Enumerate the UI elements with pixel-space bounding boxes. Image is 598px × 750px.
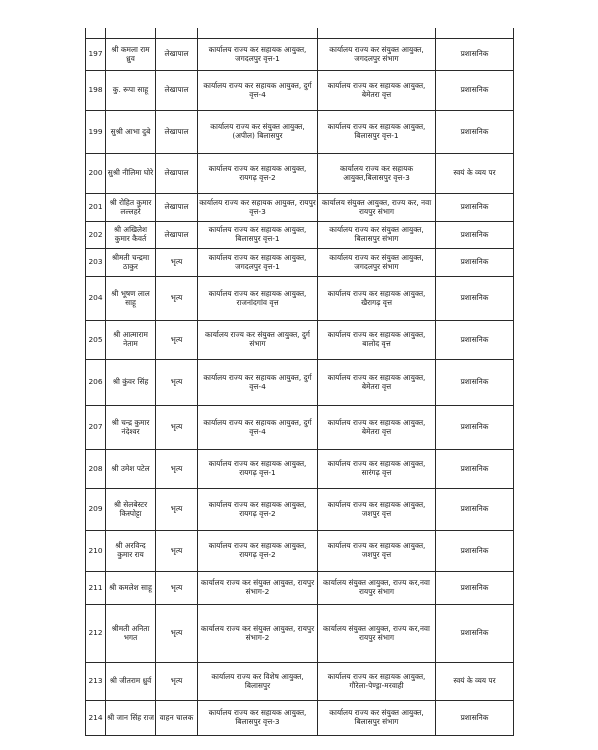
designation-cell: लेखापाल [156,39,198,71]
transfer-office-cell: कार्यालय राज्य कर सहायक आयुक्त, बालोद वृत्त [318,321,436,360]
table-row [86,222,514,249]
designation-cell: भृत्य [156,360,198,406]
designation-cell: भृत्य [156,572,198,605]
transfer-type-cell: प्रशासनिक [436,249,514,277]
serial-number-cell: 208 [86,450,106,489]
transfer-office-cell: कार्यालय राज्य कर संयुक्त आयुक्त, जगदलपुर संभाग [318,39,436,71]
current-office-cell: कार्यालय राज्य कर संयुक्त आयुक्त, रायपुर संभाग-2 [198,572,318,605]
employee-name-cell: श्रीमती अनिता भगत [106,605,156,663]
current-office-cell: कार्यालय राज्य कर सहायक आयुक्त, रायगढ़ वृत्त-1 [198,450,318,489]
serial-number-cell: 206 [86,360,106,406]
current-office-cell: कार्यालय राज्य कर सहायक आयुक्त, दुर्ग वृत्त-4 [198,71,318,111]
serial-number-cell: 211 [86,572,106,605]
designation-cell: भृत्य [156,531,198,572]
current-office-cell: कार्यालय राज्य कर सहायक आयुक्त, रायगढ़ वृत्त-2 [198,531,318,572]
transfer-type-cell: प्रशासनिक [436,701,514,736]
serial-number-cell: 204 [86,277,106,321]
transfer-type-cell: स्वयं के व्यय पर [436,154,514,194]
table-top-edge [86,28,514,39]
transfer-office-cell: कार्यालय राज्य कर सहायक आयुक्त, बिलासपुर वृत्त-1 [318,111,436,154]
transfer-office-cell: कार्यालय राज्य कर सहायक आयुक्त, सारंगढ़ वृत्त [318,450,436,489]
serial-number-cell: 203 [86,249,106,277]
designation-cell: भृत्य [156,450,198,489]
serial-number-cell: 209 [86,489,106,531]
current-office-cell: कार्यालय राज्य कर सहायक आयुक्त, रायगढ़ वृत्त-2 [198,489,318,531]
table-row [86,572,514,605]
table-row [86,406,514,450]
employee-name-cell: सुश्री आभा दुबे [106,111,156,154]
designation-cell: वाहन चालक [156,701,198,736]
transfer-type-cell: प्रशासनिक [436,222,514,249]
employee-name-cell: श्री सेलबेस्टर किस्पोट्टा [106,489,156,531]
designation-cell: भृत्य [156,605,198,663]
designation-cell: लेखापाल [156,194,198,222]
transfer-office-cell: कार्यालय राज्य कर सहायक आयुक्त, खैरागढ़ वृत्त [318,277,436,321]
current-office-cell: कार्यालय राज्य कर संयुक्त आयुक्त, (अपील) बिलासपुर [198,111,318,154]
current-office-cell: कार्यालय राज्य कर सहायक आयुक्त, जगदलपुर वृत्त-1 [198,39,318,71]
employee-name-cell: श्री कुंवर सिंह [106,360,156,406]
transfer-type-cell: प्रशासनिक [436,450,514,489]
transfer-office-cell: कार्यालय राज्य कर सहायक आयुक्त, बेमेतरा वृत्त [318,406,436,450]
table-row [86,663,514,701]
transfer-office-cell: कार्यालय राज्य कर सहायक आयुक्त, बेमेतरा वृत्त [318,71,436,111]
transfer-type-cell: प्रशासनिक [436,360,514,406]
designation-cell: भृत्य [156,663,198,701]
transfer-type-cell: प्रशासनिक [436,489,514,531]
serial-number-cell: 197 [86,39,106,71]
serial-number-cell: 213 [86,663,106,701]
transfer-table [85,28,514,736]
designation-cell: भृत्य [156,277,198,321]
transfer-office-cell: कार्यालय राज्य कर संयुक्त आयुक्त, बिलासपुर संभाग [318,222,436,249]
employee-name-cell: श्री आत्माराम नेताम [106,321,156,360]
designation-cell: भृत्य [156,406,198,450]
employee-name-cell: श्री जीतराम ध्रुर्व [106,663,156,701]
transfer-type-cell: प्रशासनिक [436,194,514,222]
table-row [86,154,514,194]
transfer-office-cell: कार्यालय संयुक्त आयुक्त, राज्य कर,नवा रायपुर संभाग [318,605,436,663]
transfer-office-cell: कार्यालय राज्य कर संयुक्त आयुक्त, बिलासपुर संभाग [318,701,436,736]
table-row [86,39,514,71]
transfer-type-cell: प्रशासनिक [436,406,514,450]
transfer-type-cell: प्रशासनिक [436,39,514,71]
table-row [86,360,514,406]
designation-cell: लेखापाल [156,154,198,194]
employee-name-cell: श्री उमेश पटेल [106,450,156,489]
employee-name-cell: श्री रोहित कुमार लल्लहरे [106,194,156,222]
current-office-cell: कार्यालय राज्य कर सहायक आयुक्त, रायपुर वृत्त-3 [198,194,318,222]
serial-number-cell: 205 [86,321,106,360]
employee-name-cell: श्री जान सिंह राज [106,701,156,736]
transfer-type-cell: प्रशासनिक [436,111,514,154]
table-row [86,194,514,222]
table-row [86,450,514,489]
employee-name-cell: सुश्री नीलिमा घोरे [106,154,156,194]
table-row [86,701,514,736]
serial-number-cell: 200 [86,154,106,194]
current-office-cell: कार्यालय राज्य कर सहायक आयुक्त, रायगढ़ वृत्त-2 [198,154,318,194]
transfer-type-cell: प्रशासनिक [436,71,514,111]
current-office-cell: कार्यालय राज्य कर विशेष आयुक्त, बिलासपुर [198,663,318,701]
current-office-cell: कार्यालय राज्य कर संयुक्त आयुक्त, रायपुर संभाग-2 [198,605,318,663]
table-row [86,321,514,360]
current-office-cell: कार्यालय राज्य कर सहायक आयुक्त, बिलासपुर वृत्त-1 [198,222,318,249]
serial-number-cell: 198 [86,71,106,111]
transfer-type-cell: प्रशासनिक [436,531,514,572]
serial-number-cell: 214 [86,701,106,736]
employee-name-cell: श्री अरविन्द कुमार राय [106,531,156,572]
transfer-type-cell: प्रशासनिक [436,277,514,321]
table-row [86,71,514,111]
table-row [86,489,514,531]
table-row [86,531,514,572]
designation-cell: भृत्य [156,321,198,360]
transfer-list-sheet [85,28,513,736]
designation-cell: भृत्य [156,489,198,531]
transfer-office-cell: कार्यालय संयुक्त आयुक्त, राज्य कर,नवा रायपुर संभाग [318,572,436,605]
designation-cell: भृत्य [156,249,198,277]
current-office-cell: कार्यालय राज्य कर सहायक आयुक्त, बिलासपुर वृत्त-3 [198,701,318,736]
serial-number-cell: 207 [86,406,106,450]
transfer-office-cell: कार्यालय राज्य कर सहायक आयुक्त, जशपुर वृत्त [318,489,436,531]
table-row [86,111,514,154]
transfer-office-cell: कार्यालय राज्य कर सहायक आयुक्त, जशपुर वृत्त [318,531,436,572]
serial-number-cell: 199 [86,111,106,154]
designation-cell: लेखापाल [156,222,198,249]
employee-name-cell: श्री भूषण लाल साहू [106,277,156,321]
table-row [86,277,514,321]
employee-name-cell: श्री चन्द्र कुमार नंदेश्वर [106,406,156,450]
serial-number-cell: 202 [86,222,106,249]
transfer-type-cell: प्रशासनिक [436,605,514,663]
employee-name-cell: कु. रूपा साहू [106,71,156,111]
transfer-office-cell: कार्यालय राज्य कर सहायक आयुक्त, बेमेतरा वृत्त [318,360,436,406]
designation-cell: लेखापाल [156,71,198,111]
employee-name-cell: श्रीमती चन्द्रमा ठाकुर [106,249,156,277]
transfer-type-cell: स्वयं के व्यय पर [436,663,514,701]
current-office-cell: कार्यालय राज्य कर सहायक आयुक्त, राजनांदगांव वृत्त [198,277,318,321]
table-row [86,605,514,663]
employee-name-cell: श्री कमलेश साहू [106,572,156,605]
current-office-cell: कार्यालय राज्य कर सहायक आयुक्त, दुर्ग वृत्त-4 [198,360,318,406]
serial-number-cell: 201 [86,194,106,222]
transfer-office-cell: कार्यालय राज्य कर सहायक आयुक्त, गौरेला-पेण्ड्रा-मरवाही [318,663,436,701]
current-office-cell: कार्यालय राज्य कर संयुक्त आयुक्त, दुर्ग संभाग [198,321,318,360]
current-office-cell: कार्यालय राज्य कर सहायक आयुक्त, जगदलपुर वृत्त-1 [198,249,318,277]
employee-name-cell: श्री अखिलेश कुमार कैवर्त [106,222,156,249]
table-row [86,249,514,277]
serial-number-cell: 212 [86,605,106,663]
designation-cell: लेखापाल [156,111,198,154]
transfer-type-cell: प्रशासनिक [436,572,514,605]
transfer-office-cell: कार्यालय राज्य कर संयुक्त आयुक्त, जगदलपुर संभाग [318,249,436,277]
employee-name-cell: श्री कमला राम ध्रुव [106,39,156,71]
transfer-office-cell: कार्यालय संयुक्त आयुक्त, राज्य कर, नवा रायपुर संभाग [318,194,436,222]
serial-number-cell: 210 [86,531,106,572]
current-office-cell: कार्यालय राज्य कर सहायक आयुक्त, दुर्ग वृत्त-4 [198,406,318,450]
transfer-office-cell: कार्यालय राज्य कर सहायक आयुक्त,बिलासपुर वृत्त-3 [318,154,436,194]
transfer-type-cell: प्रशासनिक [436,321,514,360]
